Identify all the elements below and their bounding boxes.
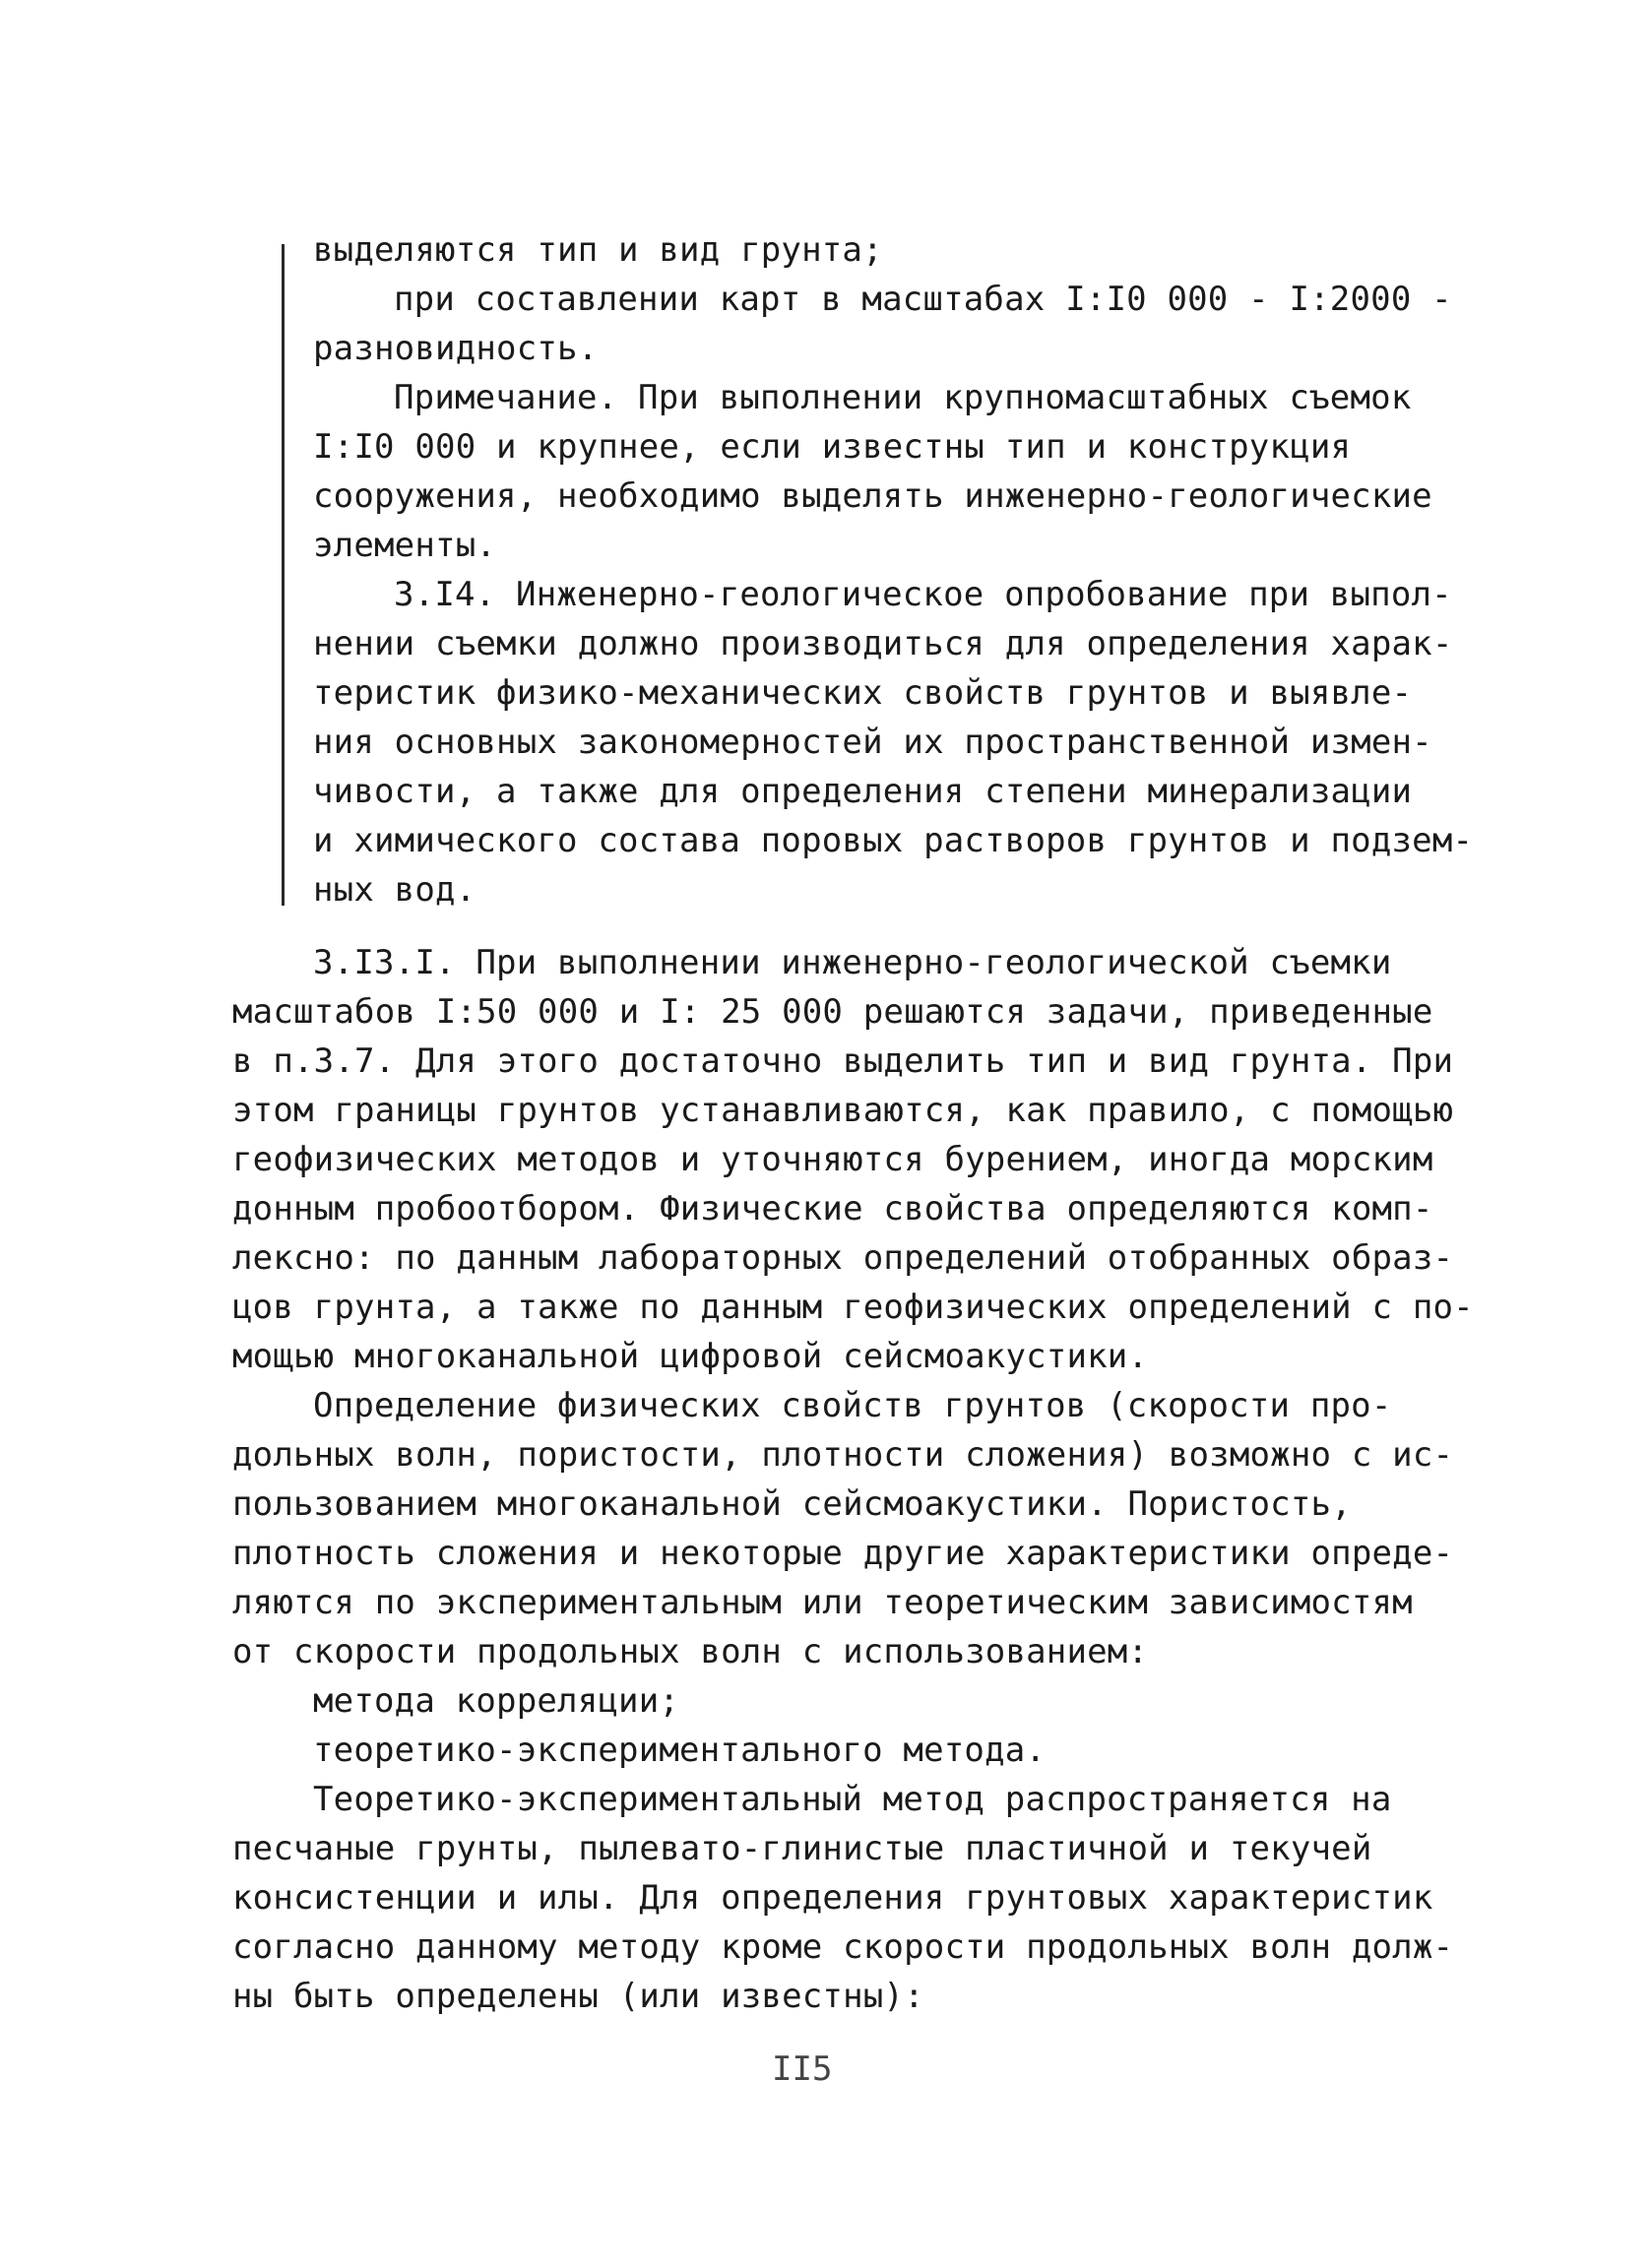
text-line: масштабов I:50 000 и I: 25 000 решаются задачи, приведенные: [232, 992, 1433, 1032]
text-line: песчаные грунты, пылевато-глинистые пластичной и текучей: [232, 1829, 1372, 1868]
text-line: этом границы грунтов устанавливаются, как правило, с помощью: [232, 1091, 1454, 1130]
text-line: ния основных закономерностей их пространственной измен-: [313, 723, 1432, 762]
text-line: пользованием многоканальной сейсмоакустики. Пористость,: [232, 1484, 1352, 1524]
text-line: 3.I4. Инженерно-геологическое опробование при выпол-: [394, 575, 1452, 614]
text-line: Теоретико-экспериментальный метод распространяется на: [313, 1780, 1392, 1819]
text-line: донным пробоотбором. Физические свойства определяются комп-: [232, 1189, 1433, 1228]
text-line: сооружения, необходимо выделять инженерно-геологические: [313, 476, 1432, 516]
text-line: Примечание. При выполнении крупномасштабных съемок: [394, 378, 1412, 417]
text-line: элементы.: [313, 526, 497, 565]
text-line: и химического состава поровых растворов грунтов и подзем-: [313, 821, 1474, 860]
text-line: метода корреляции;: [313, 1681, 680, 1721]
text-line: нении съемки должно производиться для определения харак-: [313, 624, 1453, 663]
text-line: 3.I3.I. При выполнении инженерно-геологической съемки: [313, 943, 1392, 982]
text-line: разновидность.: [313, 329, 599, 368]
text-line: при составлении карт в масштабах I:I0 000 - I:2000 -: [394, 280, 1452, 319]
page-number: II5: [772, 2049, 833, 2089]
text-line: геофизических методов и уточняются бурением, иногда морским: [232, 1140, 1433, 1179]
text-line: согласно данному методу кроме скорости продольных волн долж-: [232, 1927, 1454, 1967]
text-line: ляются по экспериментальным или теоретическим зависимостям: [232, 1583, 1413, 1622]
margin-change-bar: [282, 244, 285, 906]
text-line: ны быть определены (или известны):: [232, 1977, 924, 2016]
text-line: выделяются тип и вид грунта;: [313, 230, 883, 270]
text-line: от скорости продольных волн с использованием:: [232, 1632, 1149, 1671]
text-line: теоретико-экспериментального метода.: [313, 1731, 1047, 1770]
text-line: цов грунта, а также по данным геофизических определений с по-: [232, 1288, 1474, 1327]
text-line: плотность сложения и некоторые другие характеристики опреде-: [232, 1534, 1454, 1573]
text-line: Определение физических свойств грунтов (скорости про-: [313, 1386, 1392, 1425]
text-line: теристик физико-механических свойств грунтов и выявле-: [313, 673, 1413, 713]
text-line: чивости, а также для определения степени минерализации: [313, 772, 1413, 811]
text-line: лексно: по данным лабораторных определений отобранных образ-: [232, 1238, 1454, 1278]
text-line: консистенции и илы. Для определения грунтовых характеристик: [232, 1878, 1433, 1918]
text-line: дольных волн, пористости, плотности сложения) возможно с ис-: [232, 1435, 1454, 1475]
text-line: ных вод.: [313, 870, 476, 910]
text-line: в п.3.7. Для этого достаточно выделить тип и вид грунта. При: [232, 1041, 1454, 1081]
text-line: I:I0 000 и крупнее, если известны тип и конструкция: [313, 427, 1352, 467]
text-line: мощью многоканальной цифровой сейсмоакустики.: [232, 1337, 1149, 1376]
